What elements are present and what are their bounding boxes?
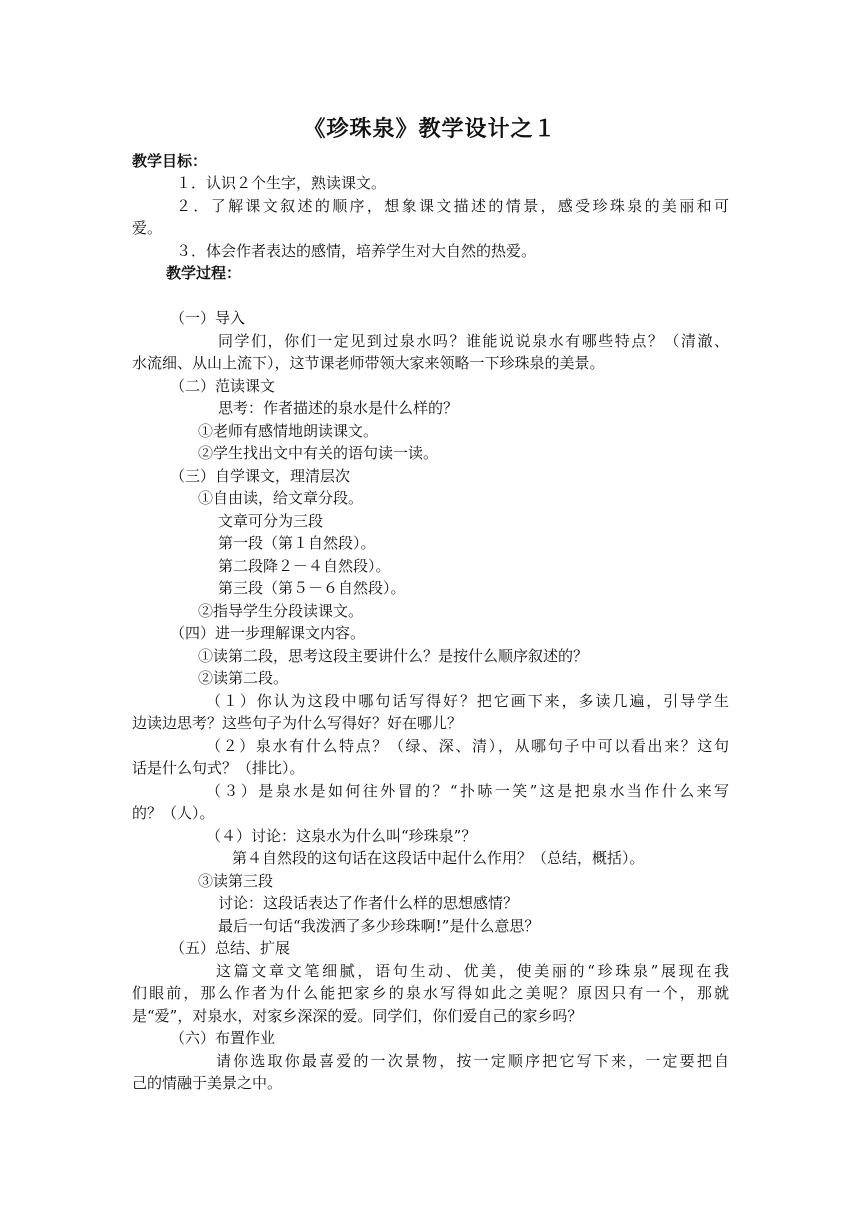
list-item: ③读第三段 [198,872,274,890]
paragraph-line: （３）是泉水是如何往外冒的？“扑哧一笑”这是把泉水当作什么来写 [206,782,729,800]
paragraph-line: 同学们，你们一定见到过泉水吗？谁能说说泉水有哪些特点？（清澈、 [218,332,729,350]
paragraph-line: 这篇文章文笔细腻，语句生动、优美，使美丽的“珍珠泉”展现在我 [216,962,729,980]
step-heading-6: （六）布置作业 [170,1029,276,1047]
paragraph-line: （１）你认为这段中哪句话写得好？把它画下来，多读几遍，引导学生 [206,692,729,710]
list-item: ①读第二段，思考这段主要讲什么？是按什么顺序叙述的？ [198,647,589,665]
step-heading-3: （三）自学课文，理清层次 [170,467,351,485]
paragraph-line: 第４自然段的这句话在这段话中起什么作用？（总结，概括）。 [232,849,645,867]
goal-item-2: ２．了解课文叙述的顺序，想象课文描述的情景，感受珍珠泉的美丽和可 [176,197,729,215]
paragraph-line: 讨论：这段话表达了作者什么样的思想感情？ [218,894,519,912]
goal-item-3: ３．体会作者表达的感情，培养学生对大自然的热爱。 [176,242,537,260]
paragraph-line: 请你选取你最喜爱的一次景物，按一定顺序把它写下来，一定要把自 [216,1052,729,1070]
document-title: 《珍珠泉》教学设计之１ [303,117,557,142]
paragraph-line: 是“爱”，对泉水，对家乡深深的爱。同学们，你们爱自己的家乡吗？ [132,1007,583,1025]
list-item: ①自由读，给文章分段。 [198,489,364,507]
list-item: ①老师有感情地朗读课文。 [198,422,379,440]
paragraph-line: 话是什么句式？（排比）。 [132,759,305,777]
paragraph-line: 的？（人）。 [132,804,215,822]
step-heading-2: （二）范读课文 [170,377,276,395]
list-item: ②指导学生分段读课文。 [198,602,364,620]
paragraph-line: 最后一句话“我泼洒了多少珍珠啊!”是什么意思？ [218,917,540,935]
paragraph-line: （２）泉水有什么特点？（绿、深、清），从哪句子中可以看出来？这句 [206,737,729,755]
paragraph-line: 己的情融于美景之中。 [132,1074,283,1092]
step-heading-1: （一）导入 [170,309,246,327]
paragraph-line: 第一段（第１自然段）。 [218,534,376,552]
step-heading-4: （四）进一步理解课文内容。 [170,624,366,642]
list-item: ②学生找出文中有关的语句读一读。 [198,444,439,462]
paragraph-line: 文章可分为三段 [218,512,324,530]
paragraph-line: 们眼前，那么作者为什么能把家乡的泉水写得如此之美呢？原因只有一个，那就 [132,984,729,1002]
goal-item-1: １．认识２个生字，熟读课文。 [176,174,387,192]
paragraph-line: 边读边思考？这些句子为什么写得好？好在哪儿？ [132,714,463,732]
paragraph-line: 水流细、从山上流下），这节课老师带领大家来领略一下珍珠泉的美景。 [132,354,605,372]
step-heading-5: （五）总结、扩展 [170,939,291,957]
paragraph-line: 思考：作者描述的泉水是什么样的？ [218,399,459,417]
paragraph-line: 第三段（第５－６自然段）。 [218,579,406,597]
paragraph-line: （４）讨论：这泉水为什么叫“珍珠泉”？ [206,827,477,845]
goal-item-2-cont: 爱。 [132,219,163,237]
list-item: ②读第二段。 [198,669,289,687]
section-heading-goals: 教学目标： [132,152,208,170]
section-heading-process: 教学过程： [166,264,242,282]
paragraph-line: 第二段降２－４自然段）。 [218,557,391,575]
